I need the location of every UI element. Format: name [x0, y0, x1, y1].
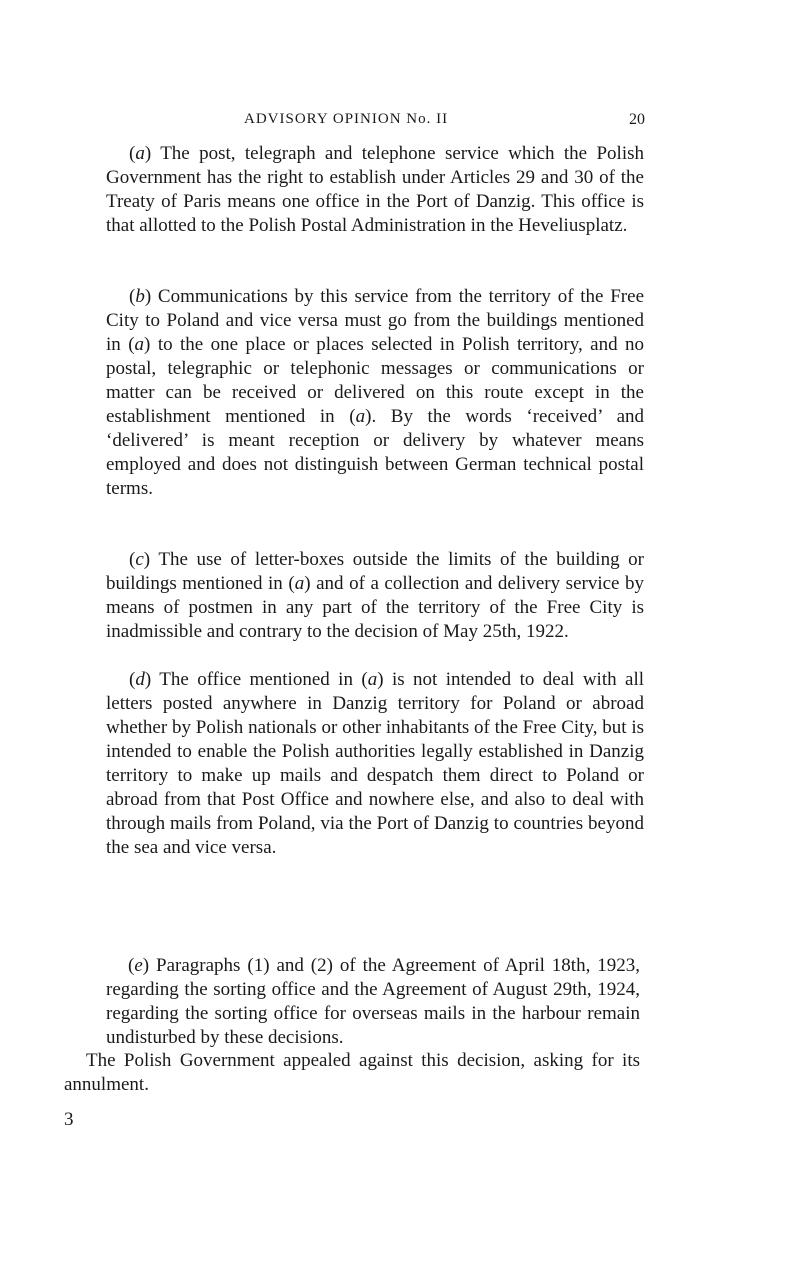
paragraph-text: and of a collection and delivery service by means of postmen in any part of the territory of the Free City is inadmissible and contrary to the decision of May 25th, 1922. — [106, 573, 645, 642]
paragraph-text: The office mentioned in — [159, 669, 353, 690]
paragraph-a: (a) The post, telegraph and telephone service which the Polish Government has the right to establish under Articles 29 and 30 of the Treaty of Paris means one office in the Port of Danzig. This office is that allotted to the Polish Postal Administration in the Heveliusplatz. — [106, 143, 645, 236]
paragraph-text: . By the words ‘received’ and ‘delivered’ is meant reception or delivery by whatever means employed and does not distinguish between German technical postal terms. — [106, 406, 645, 499]
paragraph-text: The post, telegraph and telephone service which the Polish Government has the right to establish under Articles 29 and 30 of the Treaty of Paris means one office in the Port of Danzig. This office is that allotted to the Polish Postal Administration in the Heveliusplatz. — [106, 143, 645, 236]
paragraph-text: to the one place or places selected in Polish territory, and no postal, telegraphic or telephonic messages or communications or matter can be received or delivered on this route except in the establishment mentioned in — [106, 334, 645, 427]
paragraph-label: a — [135, 143, 145, 164]
paragraph-d: (d) The office mentioned in (a) is not intended to deal with all letters posted anywhere in Danzig territory for Poland or abroad whether by Polish nationals or other inhabitants of the Free City, but is intended to enable the Polish authorities legally established in Danzig territory to make up mails and despatch them direct to Poland or abroad from that Post Office and nowhere else, and also to deal with through mails from Poland, via the Port of Danzig to countries beyond the sea and vice versa. — [106, 669, 645, 858]
paragraph-e: (e) Paragraphs (1) and (2) of the Agreement of April 18th, 1923, regarding the sorting office and the Agreement of August 29th, 1924, regarding the sorting office for overseas mails in the harbour remain undisturbed by these decisions. — [106, 955, 641, 1048]
paragraph-text: Paragraphs (1) and (2) of the Agreement of April 18th, 1923, regarding the sorting office and the Agreement of August 29th, 1924, regarding the sorting office for overseas mails in the harbour remain undisturbed by these decisions. — [106, 955, 641, 1048]
paragraph-text: is not intended to deal with all letters posted anywhere in Danzig territory for Poland or abroad whether by Polish nationals or other inhabitants of the Free City, but is intended to enable the Polish authorities legally established in Danzig territory to make up mails and despatch them direct to Poland or abroad from that Post Office and nowhere else, and also to deal with through mails from Poland, via the Port of Danzig to countries beyond the sea and vice versa. — [106, 669, 645, 858]
paragraph-c: (c) The use of letter-boxes outside the limits of the building or buildings mentioned in (a) and of a collection and delivery service by means of postmen in any part of the territory of the Free City is inadmissible and contrary to the decision of May 25th, 1922. — [106, 549, 645, 642]
paragraph-reference: a — [355, 406, 366, 427]
paragraph-reference: a — [134, 334, 145, 355]
paragraph-label: d — [135, 669, 145, 690]
paragraph-label: c — [135, 549, 144, 570]
running-title: ADVISORY OPINION No. II — [244, 111, 449, 127]
paragraph-text: The use of letter-boxes outside the limits of the building or buildings mentioned in — [106, 549, 644, 594]
signature-mark: 3 — [64, 1109, 74, 1130]
paragraph-text: Communications by this service from the territory of the Free City to Poland and vice versa must go from the buildings mentioned in — [106, 286, 645, 355]
paragraph-reference: a — [367, 669, 378, 690]
paragraph-label: b — [135, 286, 145, 307]
page-number: 20 — [629, 111, 645, 128]
page-header — [108, 111, 645, 133]
paragraph-reference: a — [294, 573, 305, 594]
paragraph-b: (b) Communications by this service from the territory of the Free City to Poland and vice versa must go from the buildings mentioned in (a) to the one place or places selected in Polish territory, and no postal, telegraphic or telephonic messages or communications or matter can be received or delivered on this route except in the establishment mentioned in (a). By the words ‘received’ and ‘delivered’ is meant reception or delivery by whatever means employed and does not distinguish between German technical postal terms. — [106, 286, 645, 499]
closing-paragraph: The Polish Government appealed against this decision, asking for its annulment. — [64, 1050, 640, 1095]
paragraph-label: e — [134, 955, 143, 976]
